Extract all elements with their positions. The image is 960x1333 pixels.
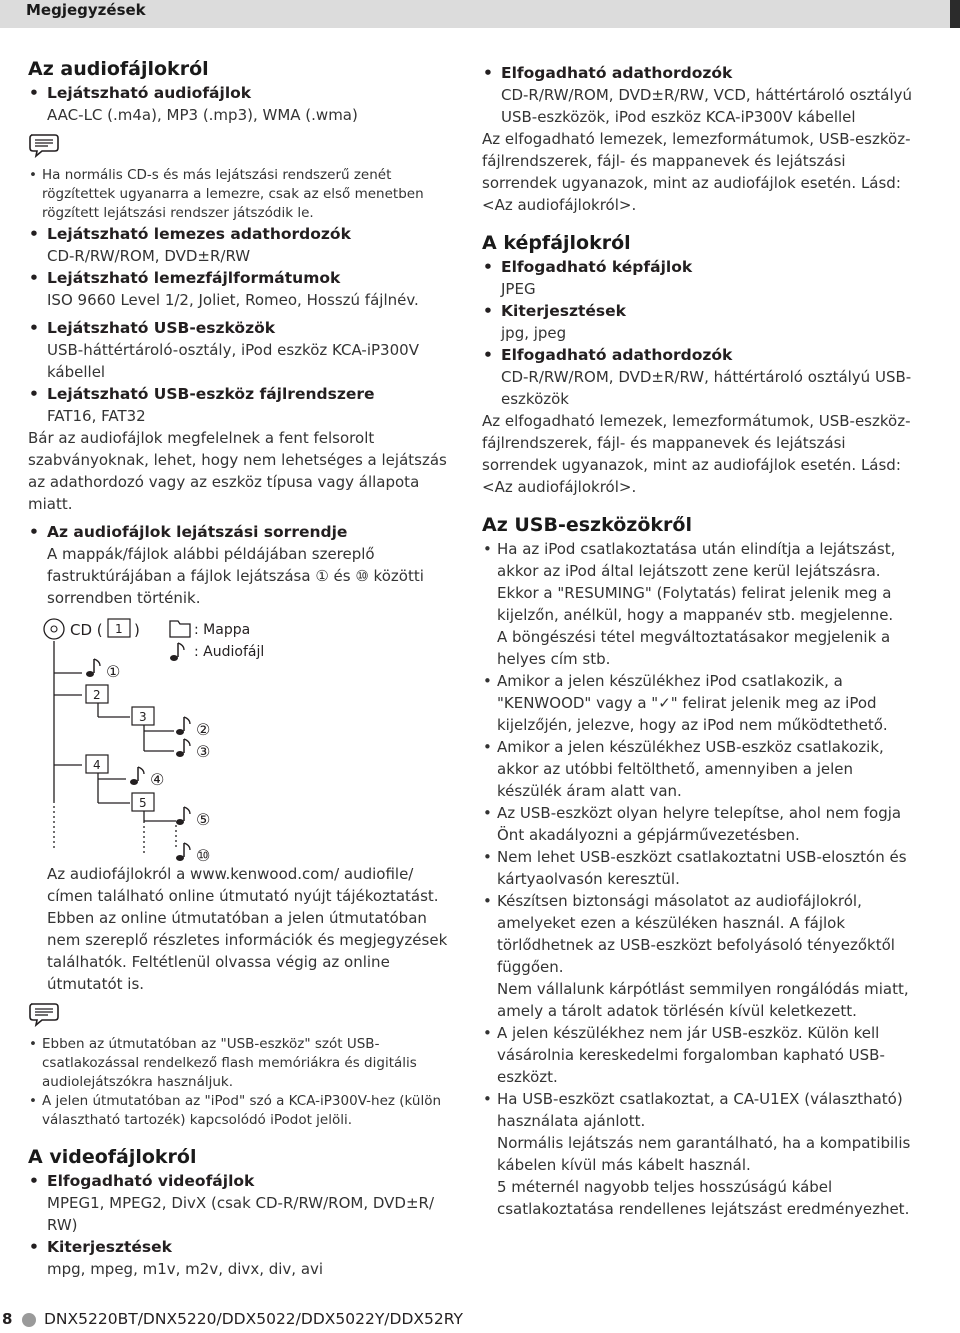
usb-note-item [482,670,922,736]
usb-note-item [482,890,922,1022]
image-paragraph: Az elfogadható lemezek, lemezformátumok, USB-eszköz-fájlrendszerek, fájl- és mappanevek és lejátszási sorrendek ugyanazok, mint az audiofájlok esetén. Lásd: <Az audiofájlokról>. [482,412,911,496]
usb-note-text: 5 méternél nagyobb teljes hosszúságú kábel csatlakoztatása rendellenes lejátszást eredményezhet. [497,1178,910,1218]
usb-note-text: • Ha az iPod csatlakoztatása után elindítja a lejátszást, akkor az iPod által lejátszott zene kerül lejátszásra. [497,540,896,580]
music-note-icon [170,643,184,661]
usb-heading: Az USB-eszközökről [482,514,692,536]
usb-note-text: Normális lejátszás nem garantálható, ha a kompatibilis kábelen kívül más kábelt használ. [497,1134,911,1174]
disc-format-label: • Lejátszható lemezfájlformátumok [28,267,448,289]
usb-note-text: Nem vállalunk kárpótlást semmilyen rongálódás miatt, amely a tárolt adatok törlésén kívül keletkezett. [497,980,909,1020]
note-item: • Ha normális CD-s és más lejátszási rendszerű zenét rögzítettek ugyanarra a lemezre, csak az első menetben rögzített lejátszási rendszer játszódik le. [28,166,448,223]
cd-label: CD ( [70,621,103,639]
usb-note-text: • Ha USB-eszközt csatlakoztat, a CA-U1EX (választható) használata ajánlott. [497,1090,903,1130]
legend-folder: : Mappa [194,622,251,638]
file-number: ① [106,662,121,681]
image-ext-value: jpg, jpeg [501,324,567,342]
header-shade [950,0,960,28]
folder-icon [170,621,190,637]
usb-note-text: • Amikor a jelen készülékhez USB-eszköz csatlakozik, akkor az utóbbi feltölthető, amennyiben a jelen készülék áram alatt van. [497,738,884,800]
image-media-label: • Elfogadható adathordozók [482,344,922,366]
usb-devices-value: USB-háttértároló-osztály, iPod eszköz KCA-iP300V kábellel [47,341,419,381]
usb-note-item [482,846,922,890]
music-note-icon [130,767,144,785]
usb-note-item [482,736,922,802]
image-files-label: • Elfogadható képfájlok [482,256,922,278]
usb-devices-label: • Lejátszható USB-eszközök [28,317,448,339]
online-guide-paragraph: Az audiofájlokról a www.kenwood.com/ audiofile/ címen található online útmutató nyújt tájékoztatást. Ebben az online útmutatóban a jelen útmutatóban nem szereplő részletes információk és megjegyzések találhatók. Feltétlenül olvassa végig az online útmutatót is. [47,865,448,993]
usb-fs-value: FAT16, FAT32 [47,407,146,425]
page-marker-dot [22,1313,36,1327]
folder-number: 3 [139,710,147,724]
image-heading: A képfájlokról [482,232,631,254]
video-media-label: • Elfogadható adathordozók [482,62,922,84]
left-column [28,56,448,1280]
play-order-label: • Az audiofájlok lejátszási sorrendje [28,521,448,543]
usb-note-text: • Az USB-eszközt olyan helyre telepítse, ahol nem fogja Önt akadályozni a gépjárművezetésben. [497,804,902,844]
file-number: ③ [196,742,211,761]
music-note-icon [176,739,190,757]
video-ext-label: • Kiterjesztések [28,1236,448,1258]
music-note-icon [86,659,100,677]
legend-audio: : Audiofájl [194,644,265,660]
file-number: ⑩ [196,846,211,863]
video-files-label: • Elfogadható videofájlok [28,1170,448,1192]
note-item: • A jelen útmutatóban az "iPod" szó a KCA-iP300V-hez (külön választható tartozék) kapcsolódó iPodot jelöli. [28,1092,448,1130]
model-numbers: DNX5220BT/DNX5220/DDX5022/DDX5022Y/DDX52RY [44,1310,463,1328]
disc-icon [44,619,64,639]
audio-heading: Az audiofájlokról [28,58,209,80]
image-files-value: JPEG [501,280,536,298]
usb-note-item [482,1022,922,1088]
header-bar [0,0,960,28]
usb-note-text: • Amikor a jelen készülékhez iPod csatlakozik, a "KENWOOD" vagy a "✓" felirat jelenik meg az iPod kijelzőjén, jelezve, hogy az iPod nem működtethető. [497,672,888,734]
cd-folder-number: 1 [115,622,123,636]
usb-note-text: • Készítsen biztonsági másolatot az audiofájlokról, amelyeket ezen a készüléken használ. A fájlok törlődhetnek az USB-eszközt befolyásoló tényezőktől függően. [497,892,895,976]
usb-note-item [482,538,922,670]
usb-note-item [482,802,922,846]
music-note-icon [176,717,190,735]
music-note-icon [176,807,190,825]
usb-note-text: Ekkor a "RESUMING" (Folytatás) felirat jelenik meg a kijelzőn, anélkül, hogy a mappanév stb. megjelenne. [497,584,894,624]
usb-fs-label: • Lejátszható USB-eszköz fájlrendszere [28,383,448,405]
disc-format-value: ISO 9660 Level 1/2, Joliet, Romeo, Hosszú fájlnév. [47,291,419,309]
video-heading: A videofájlokról [28,1146,197,1168]
note-icon [28,1001,60,1027]
image-ext-label: • Kiterjesztések [482,300,922,322]
play-order-value: A mappák/fájlok alábbi példájában szereplő fastruktúrájában a fájlok lejátszása ① és ⑩ közötti sorrendben történik. [47,545,424,607]
right-column [482,62,922,1220]
usb-note-text: A böngészési tétel megváltoztatásakor megjelenik a helyes cím stb. [497,628,891,668]
playable-audio-label: • Lejátszható audiofájlok [28,82,448,104]
cd-close: ) [134,621,140,639]
folder-tree-diagram [28,615,428,863]
page-footer [0,1310,960,1332]
disc-media-label: • Lejátszható lemezes adathordozók [28,223,448,245]
folder-number: 4 [93,758,101,772]
file-number: ④ [150,770,165,789]
note-icon [28,132,60,158]
usb-note-item [482,1088,922,1220]
note-item: • Ebben az útmutatóban az "USB-eszköz" szót USB-csatlakozással rendelkező flash memóriákra és digitális audiolejátszókra használjuk. [28,1035,448,1092]
usb-notes-list [482,538,922,1220]
disc-media-value: CD-R/RW/ROM, DVD±R/RW [47,247,251,265]
file-number: ② [196,720,211,739]
page-title: Megjegyzések [26,1,146,19]
usb-note-text: • A jelen készülékhez nem jár USB-eszköz. Külön kell vásárolnia kereskedelmi forgalomban kapható USB-eszközt. [497,1024,885,1086]
video-media-value: CD-R/RW/ROM, DVD±R/RW, VCD, háttértároló osztályú USB-eszközök, iPod eszköz KCA-iP300V kábellel [501,86,913,126]
folder-number: 2 [93,688,101,702]
image-media-value: CD-R/RW/ROM, DVD±R/RW, háttértároló osztályú USB-eszközök [501,368,912,408]
file-number: ⑤ [196,810,211,829]
video-media-paragraph: Az elfogadható lemezek, lemezformátumok, USB-eszköz-fájlrendszerek, fájl- és mappanevek és lejátszási sorrendek ugyanazok, mint az audiofájlok esetén. Lásd: <Az audiofájlokról>. [482,130,911,214]
video-files-value: MPEG1, MPEG2, DivX (csak CD-R/RW/ROM, DVD±R/ RW) [47,1194,434,1234]
folder-tree-svg [28,615,428,863]
usb-note-text: • Nem lehet USB-eszközt csatlakoztatni USB-elosztón és kártyaolvasón keresztül. [497,848,907,888]
playable-audio-value: AAC-LC (.m4a), MP3 (.mp3), WMA (.wma) [47,106,358,124]
page-number: 8 [2,1310,13,1328]
music-note-icon [176,843,190,861]
video-ext-value: mpg, mpeg, m1v, m2v, divx, div, avi [47,1260,324,1278]
compat-paragraph: Bár az audiofájlok megfelelnek a fent felsorolt szabványoknak, lehet, hogy nem lehetséges a lejátszás az adathordozó vagy az eszköz típusa vagy állapota miatt. [28,429,447,513]
folder-number: 5 [139,796,147,810]
